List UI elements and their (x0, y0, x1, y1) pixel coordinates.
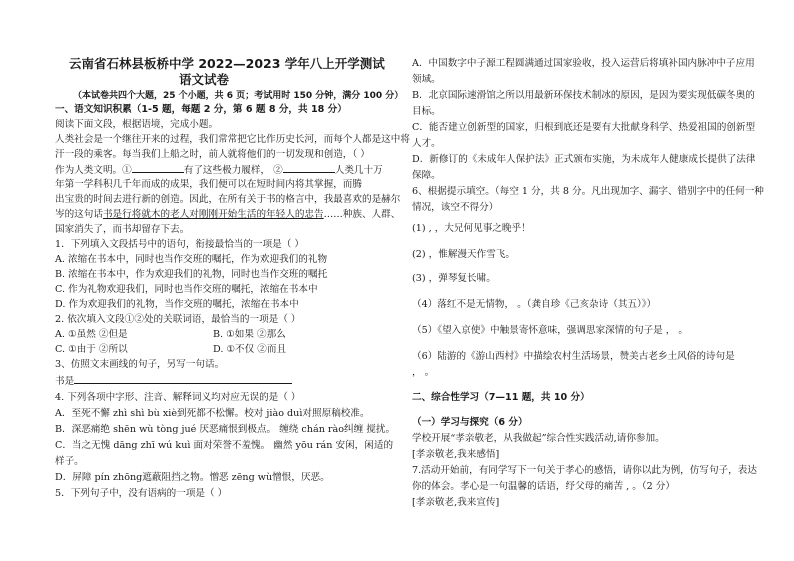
q4-option-a[interactable]: A．至死不懈 zhì shì bù xiè到死都不松懈。校对 jiào duì对照原稿校准。 (55, 408, 370, 419)
passage-text: 作为人类文明。① (55, 165, 132, 176)
q4-option-b[interactable]: B．深恶痛绝 shēn wù tòng jué 厌恶痛恨到极点。 缠绕 chán rào纠缠 搅扰。 (55, 424, 396, 435)
subsection-heading: （一）学习与探究（6 分） (412, 417, 528, 428)
passage-line-3 (55, 163, 383, 177)
q3-prefix: 书是 (55, 376, 75, 387)
fill-2[interactable]: (2) ，惟解漫天作雪飞。 (412, 249, 515, 260)
passage-line-2: 汗一段的乘客。每当我们上船之时，前人就将他们的一切发现和创造，（ ） (55, 149, 370, 160)
q1-option-d[interactable]: D. 作为欢迎我们的礼物，当作交班的嘱托，浓缩在书本中 (55, 299, 299, 310)
passage-line-4: 年第一学科积几千年而成的成果，我们便可以在短时间内将其掌握，而腾 (55, 179, 362, 190)
passage-line-7: 国家消失了，而书却留存下去。 (55, 224, 190, 235)
q5-option-d-cont: 保障。 (412, 170, 441, 181)
activity-tag-2: [孝亲敬老,我来宣传] (412, 497, 500, 508)
fill-4[interactable]: （4）落红不是无情物， 。（龚自珍《己亥杂诗（其五）》） (412, 299, 657, 310)
fill-6: （6）陆游的《游山西村》中描绘农村生活场景，赞美古老乡土风俗的诗句是 (412, 351, 735, 362)
question-3: 3、仿照文末画线的句子，另写一句话。 (55, 359, 225, 370)
q5-option-c-cont: 人才。 (412, 138, 441, 149)
question-2: 2. 依次填入文段①②处的关联词语，最恰当的一项是（ ） (55, 314, 301, 325)
fill-3[interactable]: (3) ，弹琴复长啸。 (412, 273, 496, 284)
underlined-quote: 书是行将就木的老人对刚刚开始生活的年轻人的忠告 (102, 209, 324, 220)
q4-option-c[interactable]: C．当之无愧 dāng zhī wú kuì 面对荣誉不羞愧。 幽然 yōu rán 安闲，闲适的 (55, 440, 394, 451)
q1-option-b[interactable]: B. 浓缩在书本中，作为欢迎我们的礼物，同时也当作交班的嘱托 (55, 269, 328, 280)
q2-option-d[interactable]: D. ①不仅 ②而且 (213, 344, 287, 355)
q1-option-a[interactable]: A. 浓缩在书本中，同时也当作交班的嘱托，作为欢迎我们的礼物 (55, 254, 328, 265)
passage-line-1: 人类社会是一个继往开来的过程，我们常常把它比作历史长河，而每个人都是这中将 (55, 134, 410, 145)
activity-intro: 学校开展“孝亲敬老，从我做起”综合性实践活动,请你参加。 (412, 433, 665, 444)
section-1-heading: 一、语文知识积累（1-5 题，每题 2 分，第 6 题 8 分，共 18 分） (55, 104, 347, 115)
q5-option-a-cont: 领域。 (412, 74, 441, 85)
q5-option-d[interactable]: D．新修订的《未成年人保护法》正式颁布实施，为未成年人健康成长提供了法律 (412, 154, 756, 165)
answer-blank[interactable] (74, 374, 292, 384)
q5-option-a[interactable]: A．中国数字中子源工程圆满通过国家验收，投入运营后将填补国内脉冲中子应用 (412, 58, 755, 69)
answer-blank[interactable] (283, 163, 335, 173)
q4-option-c-cont: 样子。 (55, 456, 84, 467)
fill-5[interactable]: （5）《望入京使》中触景寄怀意味，强调思家深情的句子是 ， 。 (412, 325, 689, 336)
passage-line-6 (55, 208, 400, 221)
q4-option-d[interactable]: D．屏障 pín zhōng遮蔽阻挡之物。憎恶 zēng wù憎恨，厌恶。 (55, 472, 330, 483)
activity-tag-1: [孝亲敬老,我来感悟] (412, 449, 500, 460)
passage-line-5: 出宝贵的时间去进行新的创造。因此，在所有关于书的格言中，我最喜欢的是赫尔 (55, 194, 401, 205)
q5-option-b[interactable]: B．北京国际速滑馆之所以用最新环保技术制冰的原因，是因为要实现低碳冬奥的 (412, 90, 755, 101)
question-1: 1．下列填入文段括号中的语句，衔接最恰当的一项是（ ） (55, 239, 304, 250)
fill-1[interactable]: (1) , ，大兄何见事之晚乎！ (412, 223, 531, 234)
passage-text: 人类几十万 (334, 165, 383, 176)
question-4: 4. 下列各项中字形、注音、解释词义均对应无误的是（ ） (55, 392, 301, 403)
question-5: 5．下列句子中，没有语病的一项是（ ） (55, 488, 228, 499)
question-6-note: 情况，该空不得分） (412, 202, 499, 213)
fill-6-blanks[interactable]: ， 。 (412, 367, 435, 378)
exam-title: 云南省石林县板桥中学 2022—2023 学年八上开学测试 (69, 56, 385, 71)
section-2-heading: 二、综合性学习（7—11 题，共 10 分） (412, 392, 590, 403)
q3-answer-line (55, 374, 292, 388)
passage-text: 有了这些极力履样， ② (183, 165, 283, 176)
passage-text: ……种族、人群、 (323, 209, 401, 220)
reading-intro: 阅读下面文段，根据语境，完成小题。 (55, 119, 219, 130)
q2-option-c[interactable]: C. ①由于 ②所以 (55, 344, 128, 355)
q5-option-b-cont: 目标。 (412, 106, 441, 117)
q1-option-c[interactable]: C. 作为礼物欢迎我们，同时也当作交班的嘱托，浓缩在书本中 (55, 284, 318, 295)
q2-option-b[interactable]: B. ①如果 ②那么 (213, 329, 286, 340)
answer-blank[interactable] (132, 163, 184, 173)
question-7-cont[interactable]: 你的体会。孝心是一句温馨的话语，纾父母的痛苦 , 。（2 分） (412, 481, 675, 492)
passage-text: 岑的这句话 (55, 209, 103, 220)
q2-option-a[interactable]: A. ①虽然 ②但是 (55, 329, 128, 340)
question-6: 6、根据提示填空。（每空 1 分，共 8 分。凡出现加字、漏字、错别字中的任何一种 (412, 186, 764, 197)
q5-option-c[interactable]: C．能否建立创新型的国家，归根到底还是要有大批献身科学、热爱祖国的创新型 (412, 122, 756, 133)
exam-note: （本试卷共四个大题，25 个小题，共 6 页；考试用时 150 分钟，满分 100 分） (73, 91, 404, 101)
question-7: 7.活动开始前，有同学写下一句关于孝心的感悟，请你以此为例，仿写句子，表达 (412, 465, 757, 476)
exam-subtitle: 语文试卷 (179, 72, 230, 87)
